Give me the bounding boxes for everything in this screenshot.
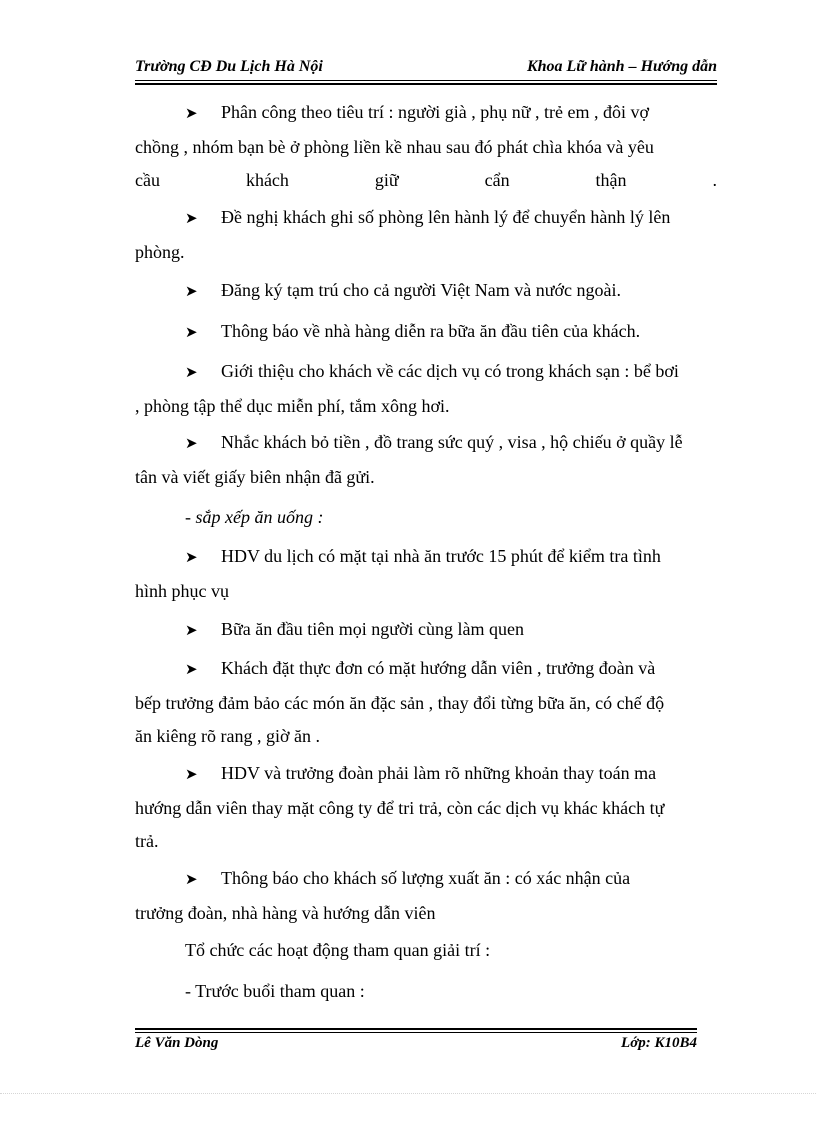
page-edge-divider (0, 1093, 816, 1094)
header-school: Trường CĐ Du Lịch Hà Nội (135, 58, 323, 75)
arrow-bullet-icon: ➤ (185, 211, 198, 227)
paragraph-line: Thông báo cho khách số lượng xuất ăn : có xác nhận của (221, 868, 631, 888)
footer-class: Lớp: K10B4 (621, 1035, 697, 1051)
paragraph-line: hướng dẫn viên thay mặt công ty để tri trả, còn các dịch vụ khác khách tự (135, 798, 665, 818)
word: giữ (374, 170, 399, 190)
paragraph-line: trả. (135, 831, 159, 851)
word: cẩn (484, 170, 510, 190)
word: . (712, 170, 717, 190)
bullet-paragraph (135, 201, 717, 269)
paragraph-line: Đăng ký tạm trú cho cả người Việt Nam và nước ngoài. (221, 280, 622, 300)
bullet-paragraph (135, 426, 717, 494)
paragraph-line: tân và viết giấy biên nhận đã gửi. (135, 467, 375, 487)
arrow-bullet-icon: ➤ (185, 872, 198, 888)
paragraph-line: HDV và trưởng đoàn phải làm rõ những khoản thay toán ma (221, 763, 657, 783)
paragraph-line: HDV du lịch có mặt tại nhà ăn trước 15 phút để kiểm tra tình (221, 546, 661, 566)
footer-author: Lê Văn Dòng (135, 1035, 219, 1051)
header-rule-thin (135, 80, 717, 81)
paragraph-line: Phân công theo tiêu trí : người già , phụ nữ , trẻ em , đôi vợ (221, 102, 649, 122)
arrow-bullet-icon: ➤ (185, 550, 198, 566)
paragraph-line: Khách đặt thực đơn có mặt hướng dẫn viên , trưởng đoàn và (221, 658, 656, 678)
arrow-bullet-icon: ➤ (185, 623, 198, 639)
paragraph-line: hình phục vụ (135, 581, 229, 601)
arrow-bullet-icon: ➤ (185, 662, 198, 678)
paragraph-line: chồng , nhóm bạn bè ở phòng liền kề nhau sau đó phát chìa khóa và yêu (135, 137, 654, 157)
footer-rule-thick (135, 1028, 697, 1030)
bullet-paragraph (135, 355, 717, 423)
footer-rule-thin (135, 1032, 697, 1033)
paragraph-line: ăn kiêng rõ rang , giờ ăn . (135, 726, 320, 746)
paragraph-line-spread (135, 164, 717, 197)
section-heading-tour: Tổ chức các hoạt động tham quan giải trí : (185, 940, 491, 960)
arrow-bullet-icon: ➤ (185, 106, 198, 122)
paragraph-line: Giới thiệu cho khách về các dịch vụ có trong khách sạn : bể bơi (221, 361, 679, 381)
paragraph-line: phòng. (135, 242, 185, 262)
arrow-bullet-icon: ➤ (185, 436, 198, 452)
word: cầu (135, 170, 160, 190)
bullet-paragraph (135, 540, 717, 608)
bullet-paragraph (135, 274, 717, 309)
header-rule-thick (135, 83, 717, 85)
paragraph-line: , phòng tập thể dục miễn phí, tắm xông hơi. (135, 396, 450, 416)
bullet-paragraph (135, 862, 717, 930)
word: khách (245, 170, 289, 190)
section-subheading-before-tour: - Trước buổi tham quan : (185, 981, 365, 1001)
bullet-paragraph (135, 652, 717, 753)
bullet-paragraph (135, 613, 717, 648)
paragraph-line: Nhắc khách bỏ tiền , đồ trang sức quý , visa , hộ chiếu ở quầy lễ (221, 432, 683, 452)
arrow-bullet-icon: ➤ (185, 365, 198, 381)
paragraph-line: Thông báo về nhà hàng diễn ra bữa ăn đầu tiên của khách. (221, 321, 641, 341)
paragraph-line: Bữa ăn đầu tiên mọi người cùng làm quen (221, 619, 524, 639)
section-heading-meals: - sắp xếp ăn uống : (185, 507, 324, 527)
paragraph-line: bếp trưởng đảm bảo các món ăn đặc sản , thay đổi từng bữa ăn, có chế độ (135, 693, 665, 713)
arrow-bullet-icon: ➤ (185, 767, 198, 783)
bullet-paragraph (135, 96, 717, 197)
header-faculty: Khoa Lữ hành – Hướng dẫn (526, 58, 717, 75)
word: thận (595, 170, 627, 190)
arrow-bullet-icon: ➤ (185, 325, 198, 341)
bullet-paragraph (135, 757, 717, 858)
paragraph-line: Đề nghị khách ghi số phòng lên hành lý để chuyển hành lý lên (221, 207, 671, 227)
bullet-paragraph (135, 315, 717, 350)
arrow-bullet-icon: ➤ (185, 284, 198, 300)
paragraph-line: trưởng đoàn, nhà hàng và hướng dẫn viên (135, 903, 436, 923)
